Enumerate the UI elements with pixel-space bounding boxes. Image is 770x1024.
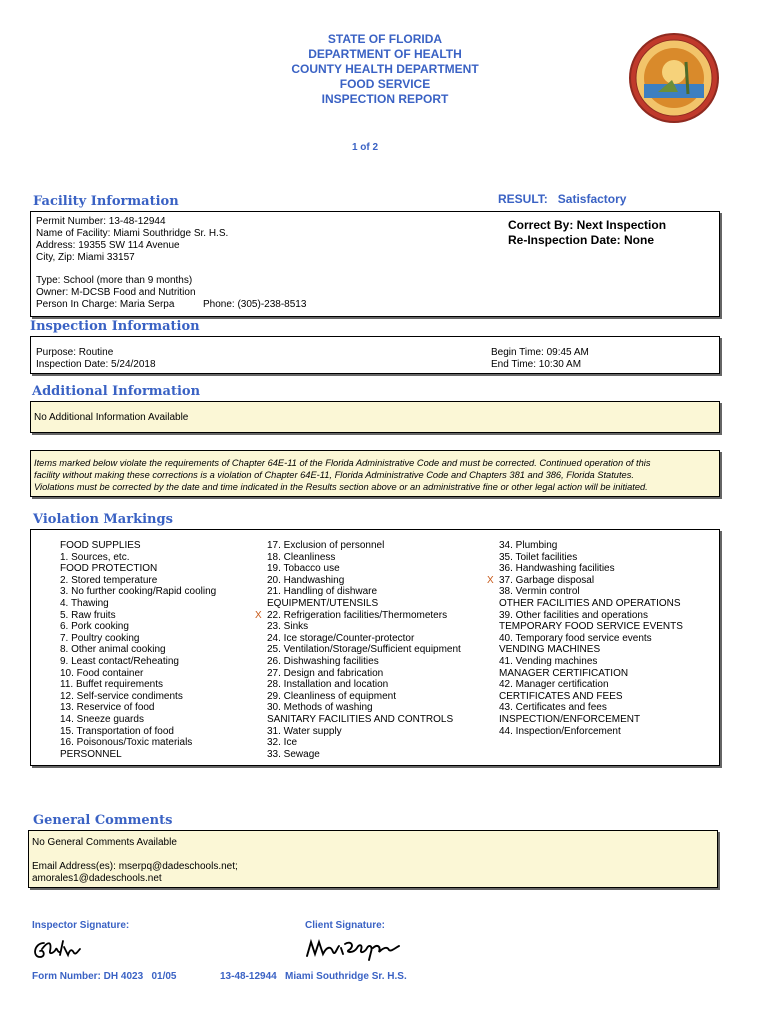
violation-item [267, 621, 461, 633]
violation-item [499, 586, 683, 598]
violation-item-label: INSPECTION/ENFORCEMENT [499, 713, 641, 725]
inspection-date: Inspection Date: 5/24/2018 [36, 359, 156, 370]
violation-item [267, 737, 461, 749]
facility-address: Address: 19355 SW 114 Avenue [36, 240, 180, 251]
violation-item [60, 656, 216, 668]
violation-item [267, 644, 461, 656]
violation-item-label: 30. Methods of washing [267, 702, 373, 714]
page-number: 1 of 2 [351, 142, 379, 153]
permit-number: Permit Number: 13-48-12944 [36, 216, 166, 227]
violation-item-label: 3. No further cooking/Rapid cooling [60, 586, 217, 598]
violation-item-label: 40. Temporary food service events [499, 632, 652, 644]
violation-item [267, 726, 461, 738]
violation-item-label: FOOD PROTECTION [60, 563, 158, 575]
violation-item-label: 34. Plumbing [499, 540, 558, 551]
result-label: RESULT: Satisfactory [498, 192, 627, 206]
header-line: STATE OF FLORIDA [327, 32, 443, 46]
violation-item-label: 2. Stored temperature [60, 574, 158, 586]
comments-section-title: General Comments [33, 813, 173, 828]
violation-item [499, 691, 683, 703]
violation-item [267, 633, 461, 645]
violation-item [499, 598, 683, 610]
violation-item-label: MANAGER CERTIFICATION [499, 667, 629, 679]
form-number: Form Number: DH 4023 01/05 [32, 971, 177, 982]
violation-item [499, 668, 683, 680]
violation-item [267, 575, 461, 587]
violation-item-label: EQUIPMENT/UTENSILS [267, 597, 379, 609]
violation-item-label: 44. Inspection/Enforcement [499, 725, 621, 737]
inspection-box [30, 336, 720, 374]
facility-type: Type: School (more than 9 months) [36, 275, 193, 286]
violation-item [267, 563, 461, 575]
violations-section-title: Violation Markings [33, 512, 173, 527]
violation-item [499, 656, 683, 668]
violation-item [499, 540, 683, 552]
facility-phone: Phone: (305)-238-8513 [203, 299, 307, 310]
violation-item [60, 691, 216, 703]
violation-item-label: 13. Reservice of food [60, 702, 155, 714]
violation-item-label: 35. Toilet facilities [499, 551, 578, 563]
violation-item [267, 552, 461, 564]
notice-text [34, 457, 651, 493]
violation-item-label: 16. Poisonous/Toxic materials [60, 737, 193, 749]
violation-item-label: 23. Sinks [267, 621, 309, 633]
violation-item [267, 598, 461, 610]
violation-item-label: 41. Vending machines [499, 655, 598, 667]
violation-item [60, 749, 216, 761]
violation-item-label: 32. Ice [267, 737, 298, 749]
violation-item [499, 621, 683, 633]
violation-item-label: TEMPORARY FOOD SERVICE EVENTS [499, 621, 683, 633]
violation-item [60, 737, 216, 749]
violation-item-label: 1. Sources, etc. [60, 551, 130, 563]
violation-item-label: 38. Vermin control [499, 586, 580, 598]
email-line-1: Email Address(es): mserpq@dadeschools.net; [32, 861, 238, 872]
additional-text: No Additional Information Available [34, 412, 189, 423]
violation-item [60, 563, 216, 575]
violation-item-label: 8. Other animal cooking [60, 644, 166, 656]
person-in-charge: Person In Charge: Maria Serpa [36, 299, 175, 310]
violation-item-label: 37. Garbage disposal [499, 574, 595, 586]
violation-item [267, 714, 461, 726]
inspection-section-title: Inspection Information [30, 319, 200, 334]
violation-item [267, 586, 461, 598]
violation-item-label: 20. Handwashing [267, 574, 345, 586]
violation-item [60, 621, 216, 633]
violation-item-label: OTHER FACILITIES AND OPERATIONS [499, 597, 681, 609]
inspector-signature [30, 937, 90, 963]
violations-column-2 [255, 540, 461, 760]
notice-box [30, 450, 720, 497]
inspector-signature-label: Inspector Signature: [32, 920, 130, 931]
facility-section-title: Facility Information [33, 194, 179, 209]
violation-item [60, 633, 216, 645]
email-line-2: amorales1@dadeschools.net [32, 873, 162, 884]
violation-item-label: 17. Exclusion of personnel [267, 540, 385, 551]
violation-item-label: 5. Raw fruits [60, 609, 116, 621]
violation-item-label: 11. Buffet requirements [60, 679, 164, 691]
violations-column-1 [60, 540, 216, 760]
violation-item [267, 691, 461, 703]
violation-item-label: 43. Certificates and fees [499, 702, 607, 714]
violation-item-label: 6. Pork cooking [60, 621, 129, 633]
footer-facility: 13-48-12944 Miami Southridge Sr. H.S. [220, 971, 407, 982]
violation-item [267, 679, 461, 691]
violation-item-label: 36. Handwashing facilities [499, 563, 615, 575]
violation-item [60, 598, 216, 610]
violation-item [255, 609, 461, 622]
header-line: DEPARTMENT OF HEALTH [308, 47, 462, 61]
facility-name: Name of Facility: Miami Southridge Sr. H.S. [36, 228, 229, 239]
violation-item-label: 15. Transportation of food [60, 725, 174, 737]
client-signature-label: Client Signature: [305, 920, 386, 931]
violations-box [30, 529, 720, 766]
violation-item-label: 4. Thawing [60, 597, 109, 609]
client-signature [303, 934, 403, 962]
violation-item [499, 610, 683, 622]
violation-item-label: 14. Sneeze guards [60, 713, 144, 725]
violation-item-label: CERTIFICATES AND FEES [499, 690, 623, 702]
violation-item-label: VENDING MACHINES [499, 644, 601, 656]
violation-item [60, 610, 216, 622]
violation-item [487, 574, 683, 587]
correct-by: Correct By: Next Inspection [508, 218, 667, 232]
violation-x-mark: X [255, 609, 262, 621]
reinspection-date: Re-Inspection Date: None [508, 233, 655, 247]
violation-item [499, 563, 683, 575]
begin-time: Begin Time: 09:45 AM [491, 347, 589, 358]
violation-item-label: 33. Sewage [267, 748, 320, 760]
violation-item [499, 644, 683, 656]
florida-state-seal [628, 32, 720, 124]
violation-item-label: 19. Tobacco use [267, 563, 340, 575]
violation-x-mark: X [487, 574, 494, 586]
facility-box [30, 211, 720, 317]
violation-item [60, 714, 216, 726]
violation-item-label: FOOD SUPPLIES [60, 540, 141, 551]
violation-item [499, 726, 683, 738]
comments-box [28, 830, 718, 888]
violation-item-label: 18. Cleanliness [267, 551, 336, 563]
violation-item-label: 26. Dishwashing facilities [267, 655, 379, 667]
violation-item [499, 552, 683, 564]
violation-item [267, 540, 461, 552]
violation-item-label: 25. Ventilation/Storage/Sufficient equipment [267, 644, 461, 656]
violation-item-label: 39. Other facilities and operations [499, 609, 648, 621]
facility-city: City, Zip: Miami 33157 [36, 252, 135, 263]
end-time: End Time: 10:30 AM [491, 359, 582, 370]
violation-item [60, 586, 216, 598]
notice-line: Violations must be corrected by the date and time indicated in the Results section above or an administrative fine or other legal action will be initiated. [34, 482, 648, 492]
violation-item-label: 22. Refrigeration facilities/Thermometers [267, 609, 448, 621]
violation-item [60, 575, 216, 587]
violation-item [60, 540, 216, 552]
violation-item [499, 633, 683, 645]
violation-item [60, 726, 216, 738]
violation-item [499, 702, 683, 714]
violation-item-label: PERSONNEL [60, 748, 122, 760]
header-line: INSPECTION REPORT [321, 92, 449, 106]
additional-box [30, 401, 720, 433]
violation-item [60, 668, 216, 680]
violation-item-label: 42. Manager certification [499, 679, 609, 691]
inspection-purpose: Purpose: Routine [36, 347, 114, 358]
notice-line: Items marked below violate the requirements of Chapter 64E-11 of the Florida Administrative Code and must be corrected. Continued operation of this [34, 458, 651, 468]
violation-item-label: 27. Design and fabrication [267, 667, 384, 679]
violation-item [60, 679, 216, 691]
violation-item [499, 714, 683, 726]
violation-item-label: 24. Ice storage/Counter-protector [267, 632, 415, 644]
violation-item-label: 12. Self-service condiments [60, 690, 183, 702]
violation-item-label: SANITARY FACILITIES AND CONTROLS [267, 713, 454, 725]
violation-item [60, 644, 216, 656]
violation-item-label: 29. Cleanliness of equipment [267, 690, 396, 702]
additional-section-title: Additional Information [32, 384, 201, 399]
violation-item-label: 7. Poultry cooking [60, 632, 140, 644]
violation-item [267, 749, 461, 761]
violations-column-3 [487, 540, 683, 737]
violation-item [267, 656, 461, 668]
violation-item [499, 679, 683, 691]
violation-item [267, 668, 461, 680]
violation-item-label: 28. Installation and location [267, 679, 389, 691]
header-line: COUNTY HEALTH DEPARTMENT [291, 62, 479, 76]
violation-item-label: 10. Food container [60, 667, 144, 679]
header-line: FOOD SERVICE [339, 77, 431, 91]
violation-item-label: 31. Water supply [267, 725, 342, 737]
violation-item [60, 702, 216, 714]
comments-text: No General Comments Available [32, 837, 177, 848]
violation-item [60, 552, 216, 564]
violation-item-label: 9. Least contact/Reheating [60, 655, 179, 667]
facility-owner: Owner: M-DCSB Food and Nutrition [36, 287, 196, 298]
violation-item-label: 21. Handling of dishware [267, 586, 378, 598]
violation-item [267, 702, 461, 714]
notice-line: facility without making these corrections is a violation of Chapter 64E-11, Florida Administrative Code and Chapters 381 and 386, Florida Statutes. [34, 470, 634, 480]
